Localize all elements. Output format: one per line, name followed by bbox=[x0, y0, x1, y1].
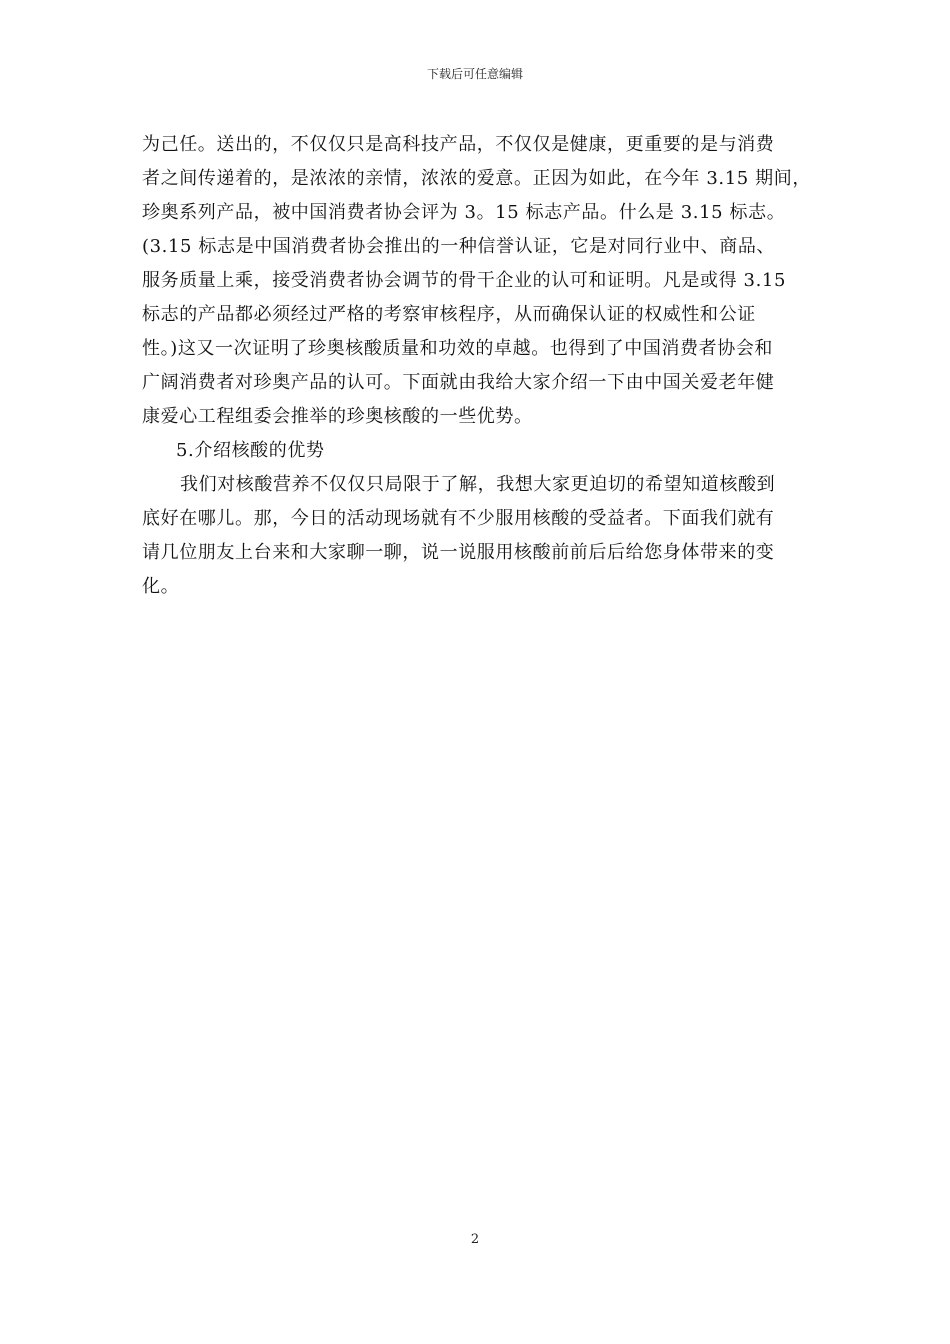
document-body bbox=[142, 128, 812, 604]
text-line: 化。 bbox=[142, 576, 180, 597]
text-line: 康爱心工程组委会推举的珍奥核酸的一些优势。 bbox=[142, 406, 533, 427]
text-line: 性。)这又一次证明了珍奥核酸质量和功效的卓越。也得到了中国消费者协会和 bbox=[142, 338, 774, 359]
text-line: 者之间传递着的，是浓浓的亲情，浓浓的爱意。正因为如此，在今年 3.15 期间， bbox=[142, 168, 811, 189]
page-header: 下载后可任意编辑 bbox=[426, 67, 523, 81]
text-line: 请几位朋友上台来和大家聊一聊，说一说服用核酸前前后后给您身体带来的变 bbox=[142, 542, 775, 563]
paragraph-continuation bbox=[142, 128, 812, 434]
page-number: 2 bbox=[470, 1232, 480, 1247]
text-line: 底好在哪儿。那，今日的活动现场就有不少服用核酸的受益者。下面我们就有 bbox=[142, 508, 775, 529]
text-line: (3.15 标志是中国消费者协会推出的一种信誉认证，它是对同行业中、商品、 bbox=[142, 236, 776, 257]
text-line: 服务质量上乘，接受消费者协会调节的骨干企业的认可和证明。凡是或得 3.15 bbox=[142, 270, 786, 291]
text-line: 我们对核酸营养不仅仅只局限于了解，我想大家更迫切的希望知道核酸到 bbox=[180, 474, 776, 495]
text-line: 标志的产品都必须经过严格的考察审核程序，从而确保认证的权威性和公证 bbox=[142, 304, 756, 325]
section-heading: 5.介绍核酸的优势 bbox=[176, 440, 325, 461]
paragraph-advantages bbox=[142, 468, 812, 604]
text-line: 广阔消费者对珍奥产品的认可。下面就由我给大家介绍一下由中国关爱老年健 bbox=[142, 372, 775, 393]
text-line: 为己任。送出的，不仅仅只是高科技产品，不仅仅是健康，更重要的是与消费 bbox=[142, 134, 775, 155]
text-line: 珍奥系列产品，被中国消费者协会评为 3。15 标志产品。什么是 3.15 标志。 bbox=[142, 202, 786, 223]
